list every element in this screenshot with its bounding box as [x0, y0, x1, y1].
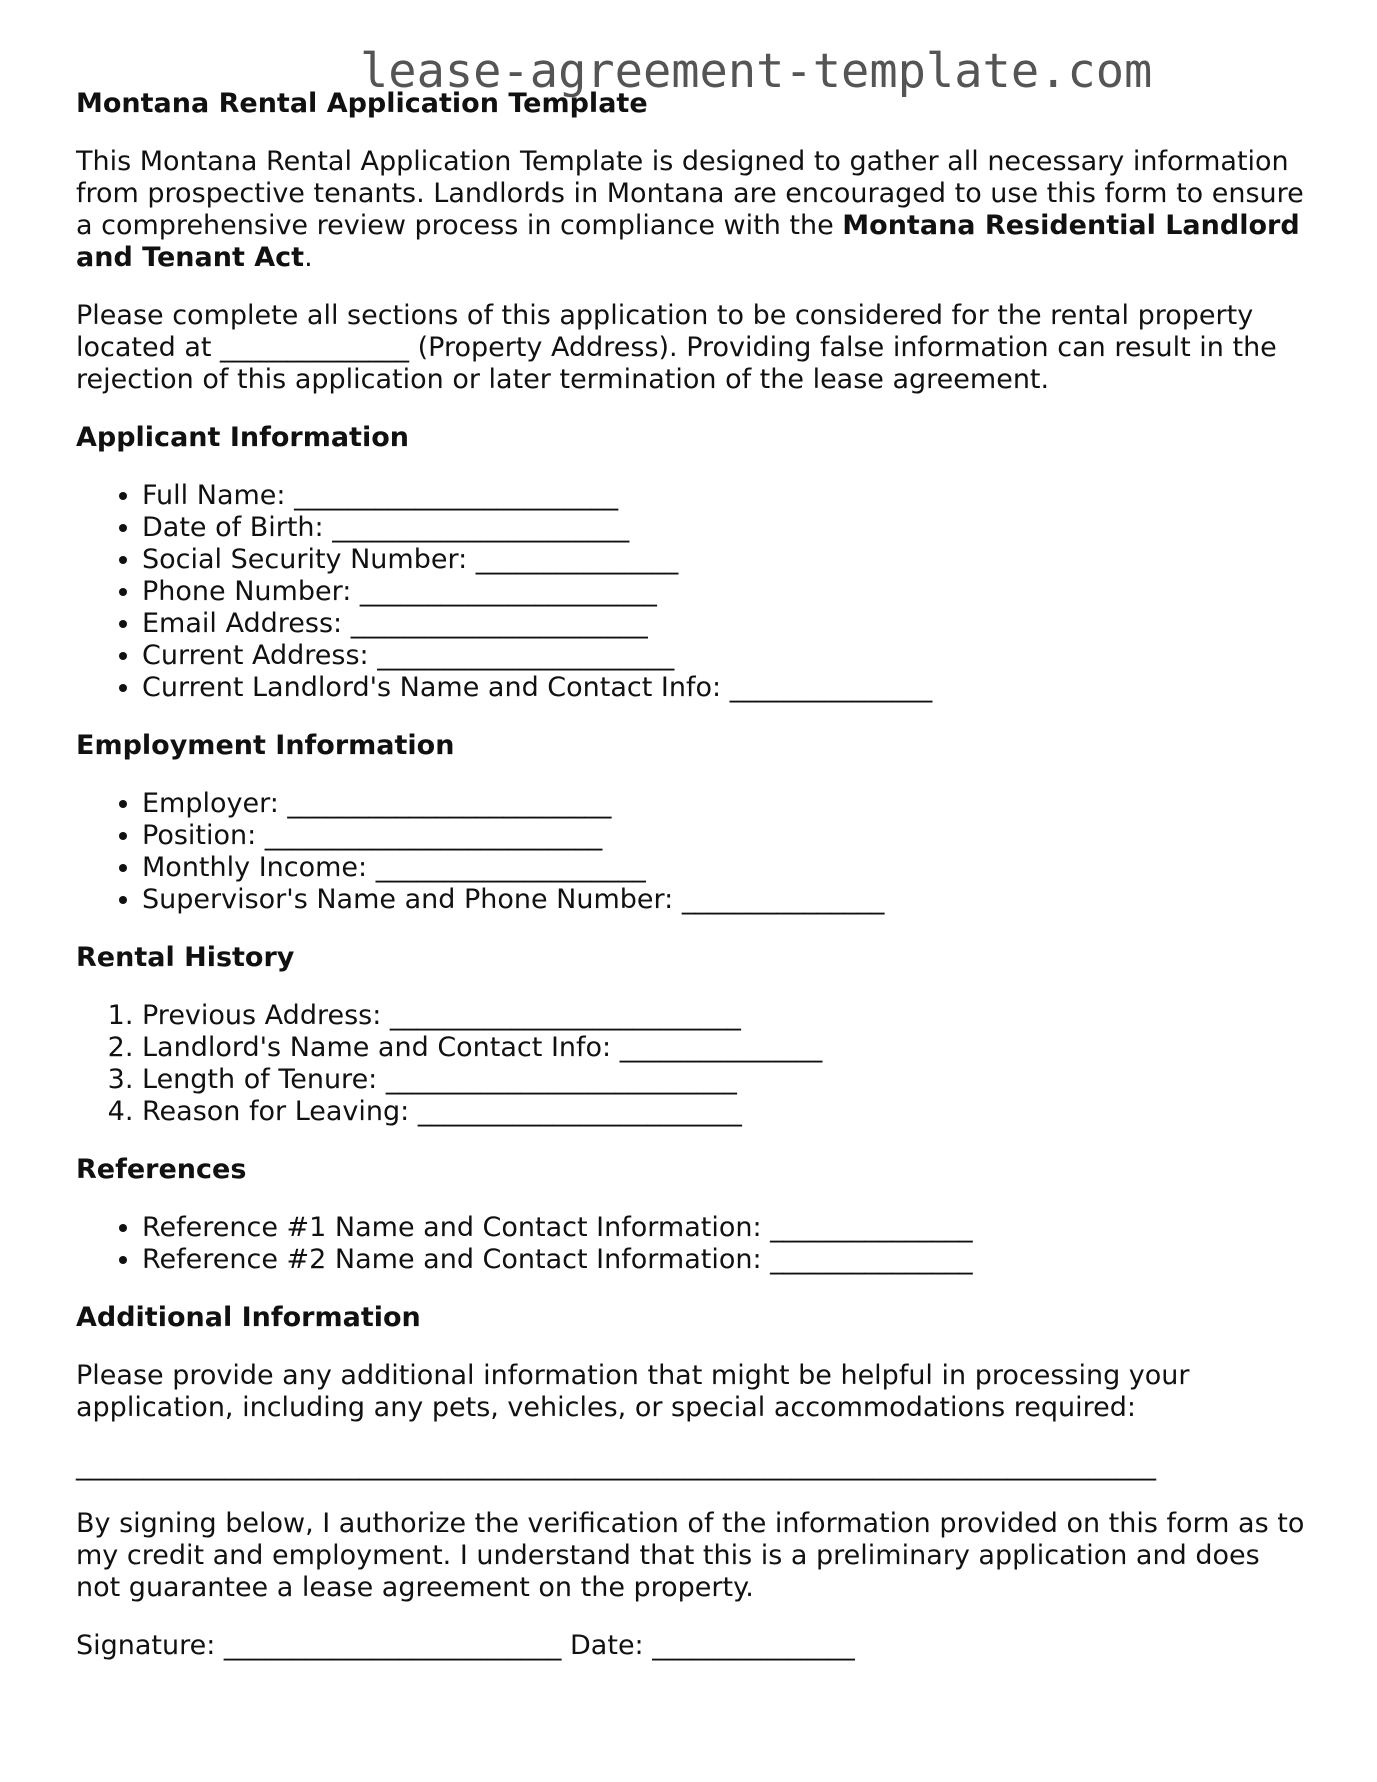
- intro-paragraph: [76, 146, 1306, 274]
- applicant-heading: Applicant Information: [76, 422, 409, 453]
- watermark: lease-agreement-template.com: [360, 44, 1153, 99]
- list-item: 3. Length of Tenure: __________________________: [142, 1064, 1306, 1096]
- additional-heading: Additional Information: [76, 1302, 421, 1333]
- list-item: • Monthly Income: ____________________: [142, 852, 1306, 884]
- list-item: • Current Landlord's Name and Contact Info: _______________: [142, 672, 1306, 704]
- list-item: 2. Landlord's Name and Contact Info: _______________: [142, 1032, 1306, 1064]
- list-item: • Reference #1 Name and Contact Information: _______________: [142, 1212, 1306, 1244]
- list-item: • Employer: ________________________: [142, 788, 1306, 820]
- additional-blank-line: ________________________________________________________________________________: [76, 1450, 1156, 1481]
- rental-history-list: [76, 1000, 1306, 1128]
- employment-list: [76, 788, 1306, 916]
- page-title: Montana Rental Application Template: [76, 88, 648, 119]
- list-item: • Current Address: ______________________: [142, 640, 1306, 672]
- employment-heading: Employment Information: [76, 730, 455, 761]
- references-heading: References: [76, 1154, 247, 1185]
- list-item: • Position: _________________________: [142, 820, 1306, 852]
- list-item: 1. Previous Address: __________________________: [142, 1000, 1306, 1032]
- signature-line: Signature: _________________________ Date: _______________: [76, 1630, 855, 1661]
- list-item: 4. Reason for Leaving: ________________________: [142, 1096, 1306, 1128]
- list-item: • Date of Birth: ______________________: [142, 512, 1306, 544]
- list-item: • Phone Number: ______________________: [142, 576, 1306, 608]
- instructions-paragraph: Please complete all sections of this application to be considered for the rental property located at ______________ (Property Address). Providing false information can result in the rejection of this application or later termination of the lease agreement.: [76, 300, 1277, 395]
- list-item: • Email Address: ______________________: [142, 608, 1306, 640]
- document: [76, 88, 1306, 1688]
- additional-text: Please provide any additional information that might be helpful in processing your application, including any pets, vehicles, or special accommodations required:: [76, 1360, 1190, 1423]
- list-item: • Social Security Number: _______________: [142, 544, 1306, 576]
- list-item: • Supervisor's Name and Phone Number: _______________: [142, 884, 1306, 916]
- intro-text: This Montana Rental Application Template is designed to gather all necessary information from prospective tenants. Landlords in Montana are encouraged to use this form to ensure a comprehensive review process in compliance with the: [76, 146, 1304, 241]
- intro-end: .: [304, 242, 313, 273]
- references-list: [76, 1212, 1306, 1276]
- list-item: • Full Name: ________________________: [142, 480, 1306, 512]
- rental-history-heading: Rental History: [76, 942, 295, 973]
- applicant-list: [76, 480, 1306, 704]
- list-item: • Reference #2 Name and Contact Information: _______________: [142, 1244, 1306, 1276]
- authorization-paragraph: By signing below, I authorize the verification of the information provided on this form as to my credit and employment. I understand that this is a preliminary application and does not guarantee a lease agreement on the property.: [76, 1508, 1305, 1603]
- act-name: Montana Residential Landlord and Tenant Act: [76, 210, 1300, 273]
